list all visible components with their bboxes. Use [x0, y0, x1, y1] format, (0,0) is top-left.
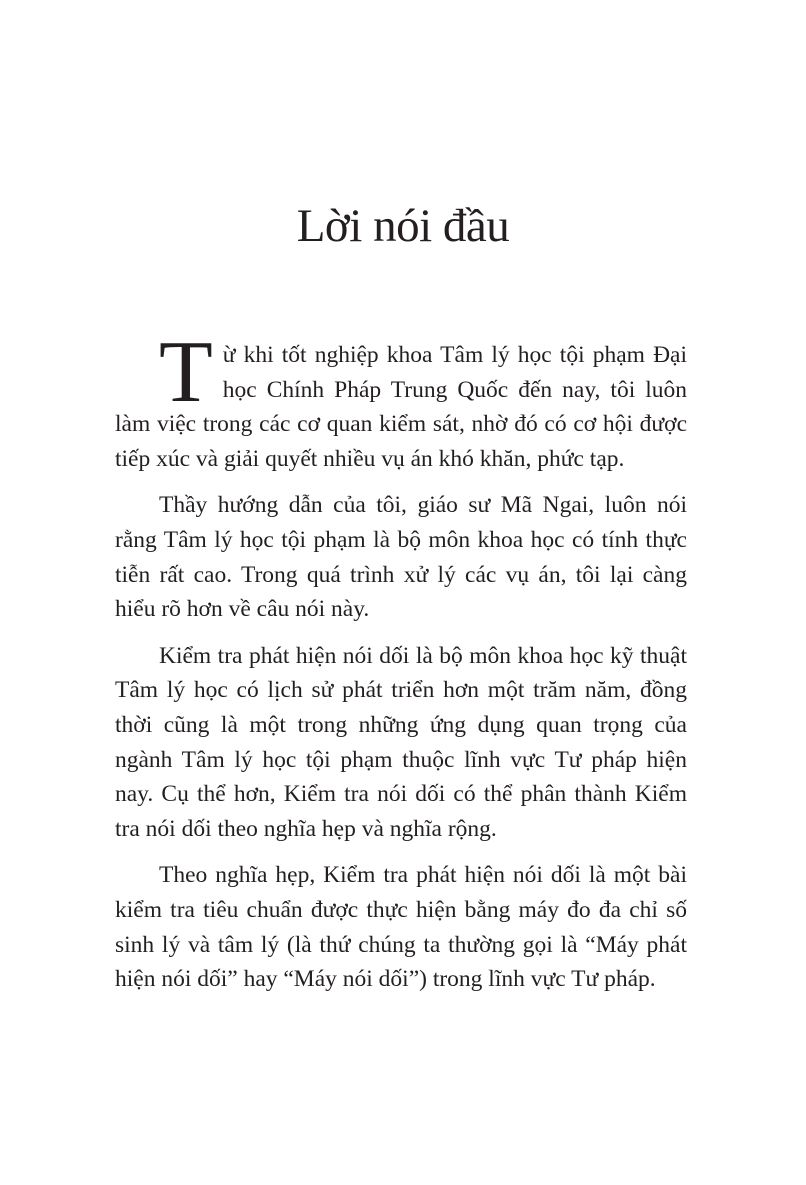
paragraph-3: Kiểm tra phát hiện nói dối là bộ môn khoa học kỹ thuật Tâm lý học có lịch sử phát triển hơn một trăm năm, đồng thời cũng là một trong những ứng dụng quan trọng của ngành Tâm lý học tội phạm thuộc lĩnh vực Tư pháp hiện nay. Cụ thể hơn, Kiểm tra nói dối có thể phân thành Kiểm tra nói dối theo nghĩa hẹp và nghĩa rộng.: [115, 642, 687, 842]
dropcap-letter: T: [159, 324, 213, 421]
paragraph-1-text: ừ khi tốt nghiệp khoa Tâm lý học tội phạm Đại học Chính Pháp Trung Quốc đến nay, tôi luôn làm việc trong các cơ quan kiểm sát, nhờ đó có cơ hội được tiếp xúc và giải quyết nhiều vụ án khó khăn, phức tạp.: [115, 342, 687, 472]
paragraph-2: Thầy hướng dẫn của tôi, giáo sư Mã Ngai, luôn nói rằng Tâm lý học tội phạm là bộ môn khoa học có tính thực tiễn rất cao. Trong quá trình xử lý các vụ án, tôi lại càng hiểu rõ hơn về câu nói này.: [115, 492, 687, 623]
paragraph-1: [115, 324, 687, 476]
paragraph-4: Theo nghĩa hẹp, Kiểm tra phát hiện nói dối là một bài kiểm tra tiêu chuẩn được thực hiện bằng máy đo đa chỉ số sinh lý và tâm lý (là thứ chúng ta thường gọi là “Máy phát hiện nói dối” hay “Máy nói dối”) trong lĩnh vực Tư pháp.: [115, 862, 687, 993]
body-text: [115, 324, 687, 1009]
page-title: Lời nói đầu: [296, 200, 510, 252]
